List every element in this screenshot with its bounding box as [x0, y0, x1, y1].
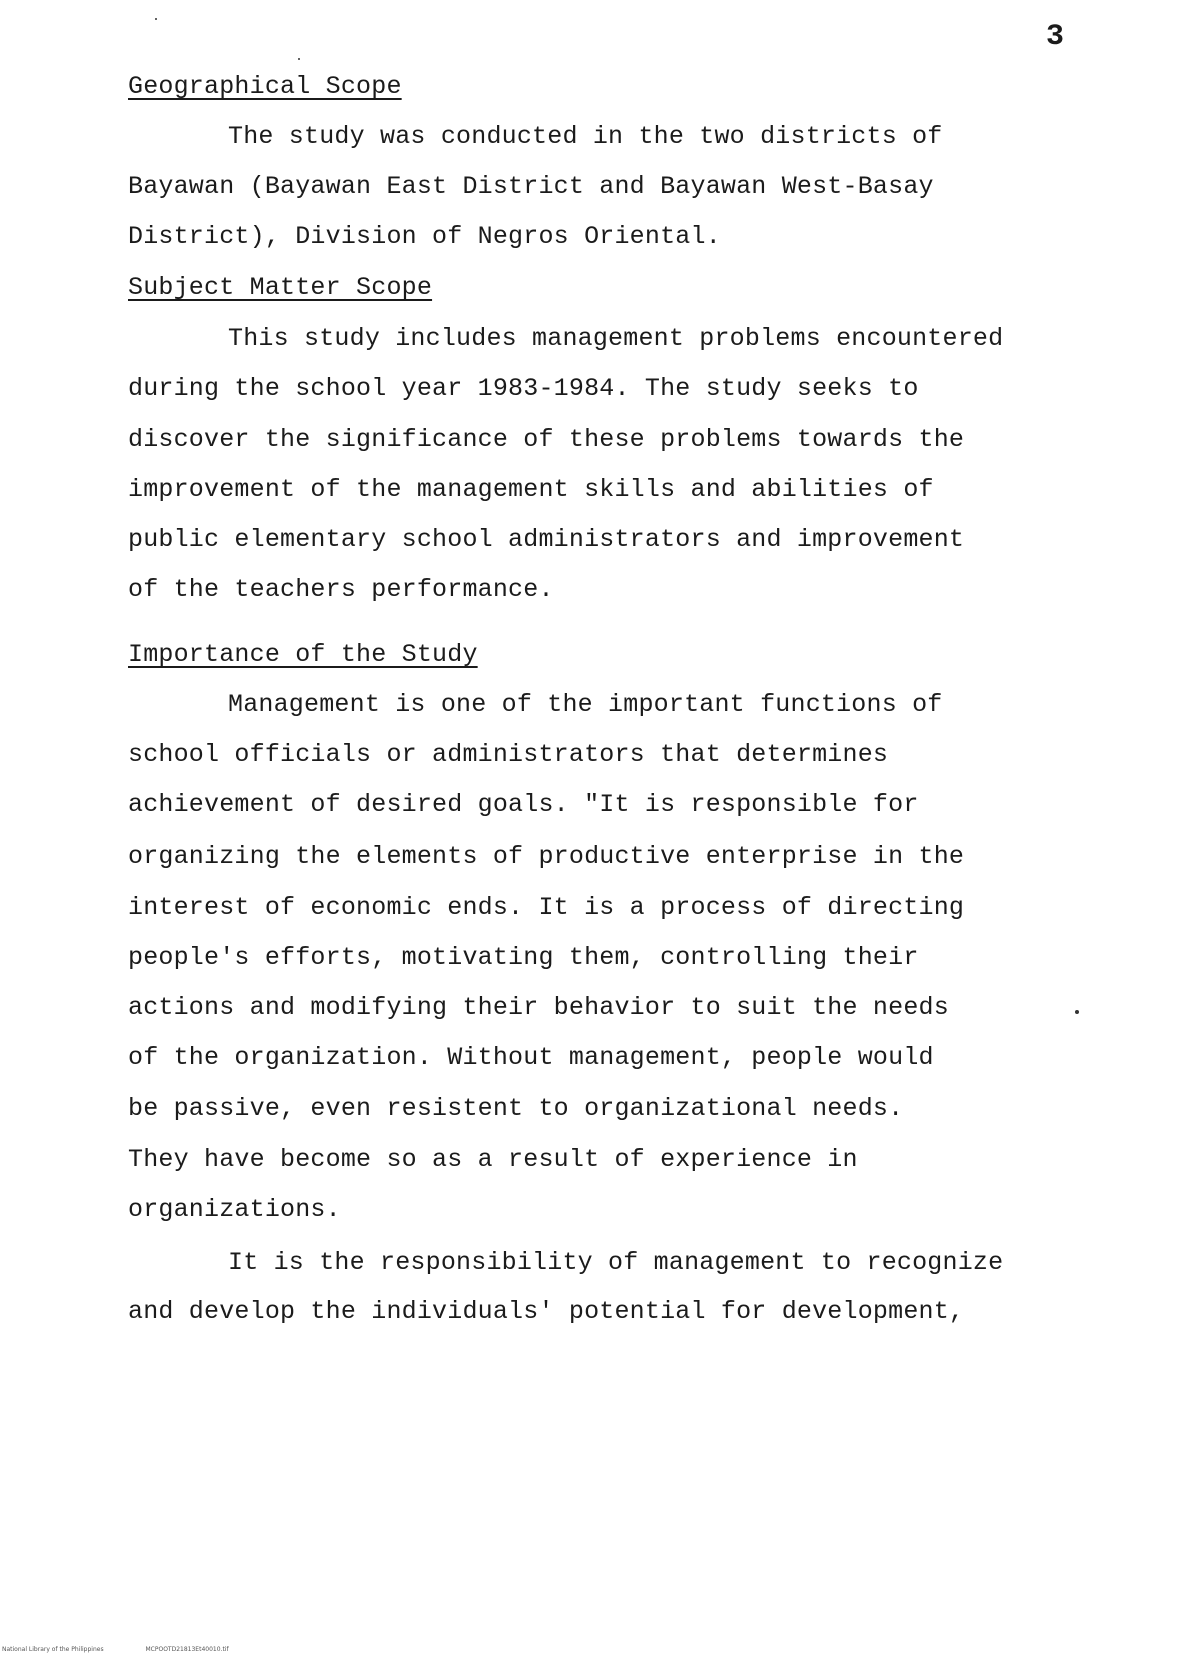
- text-line: achievement of desired goals. "It is responsible for: [128, 790, 919, 819]
- page-number: 3: [1046, 20, 1065, 54]
- text-line: and develop the individuals' potential for development,: [128, 1297, 965, 1326]
- text-line: organizations.: [128, 1195, 341, 1224]
- text-line: Bayawan (Bayawan East District and Bayawan West-Basay: [128, 172, 934, 201]
- text-line: actions and modifying their behavior to suit the needs: [128, 993, 949, 1022]
- footer-library: National Library of the Philippines: [2, 1646, 104, 1653]
- text-line: of the teachers performance.: [128, 575, 554, 604]
- text-line: organizing the elements of productive enterprise in the: [128, 842, 965, 871]
- scan-speck: [155, 18, 157, 20]
- text-line: Management is one of the important functions of: [228, 690, 943, 719]
- heading-importance-of-the-study: Importance of the Study: [128, 640, 478, 669]
- scan-speck: [298, 58, 300, 60]
- text-line: school officials or administrators that determines: [128, 740, 889, 769]
- heading-subject-matter-scope: Subject Matter Scope: [128, 273, 433, 302]
- archive-footer: [2, 1646, 269, 1653]
- text-line: It is the responsibility of management to recognize: [228, 1248, 1004, 1277]
- footer-file: MCPOOTD21813Et40010.tif: [145, 1646, 229, 1653]
- text-line: The study was conducted in the two districts of: [228, 122, 943, 151]
- scan-speck: [1075, 1010, 1079, 1014]
- text-line: This study includes management problems encountered: [228, 324, 1004, 353]
- text-line: interest of economic ends. It is a process of directing: [128, 893, 965, 922]
- text-line: public elementary school administrators and improvement: [128, 525, 965, 554]
- text-line: of the organization. Without management, people would: [128, 1043, 934, 1072]
- text-line: They have become so as a result of experience in: [128, 1145, 858, 1174]
- text-line: be passive, even resistent to organizational needs.: [128, 1094, 904, 1123]
- text-line: people's efforts, motivating them, controlling their: [128, 943, 919, 972]
- text-line: District), Division of Negros Oriental.: [128, 222, 721, 251]
- text-line: improvement of the management skills and abilities of: [128, 475, 934, 504]
- text-line: during the school year 1983-1984. The study seeks to: [128, 374, 919, 403]
- heading-geographical-scope: Geographical Scope: [128, 72, 402, 101]
- text-line: discover the significance of these problems towards the: [128, 425, 965, 454]
